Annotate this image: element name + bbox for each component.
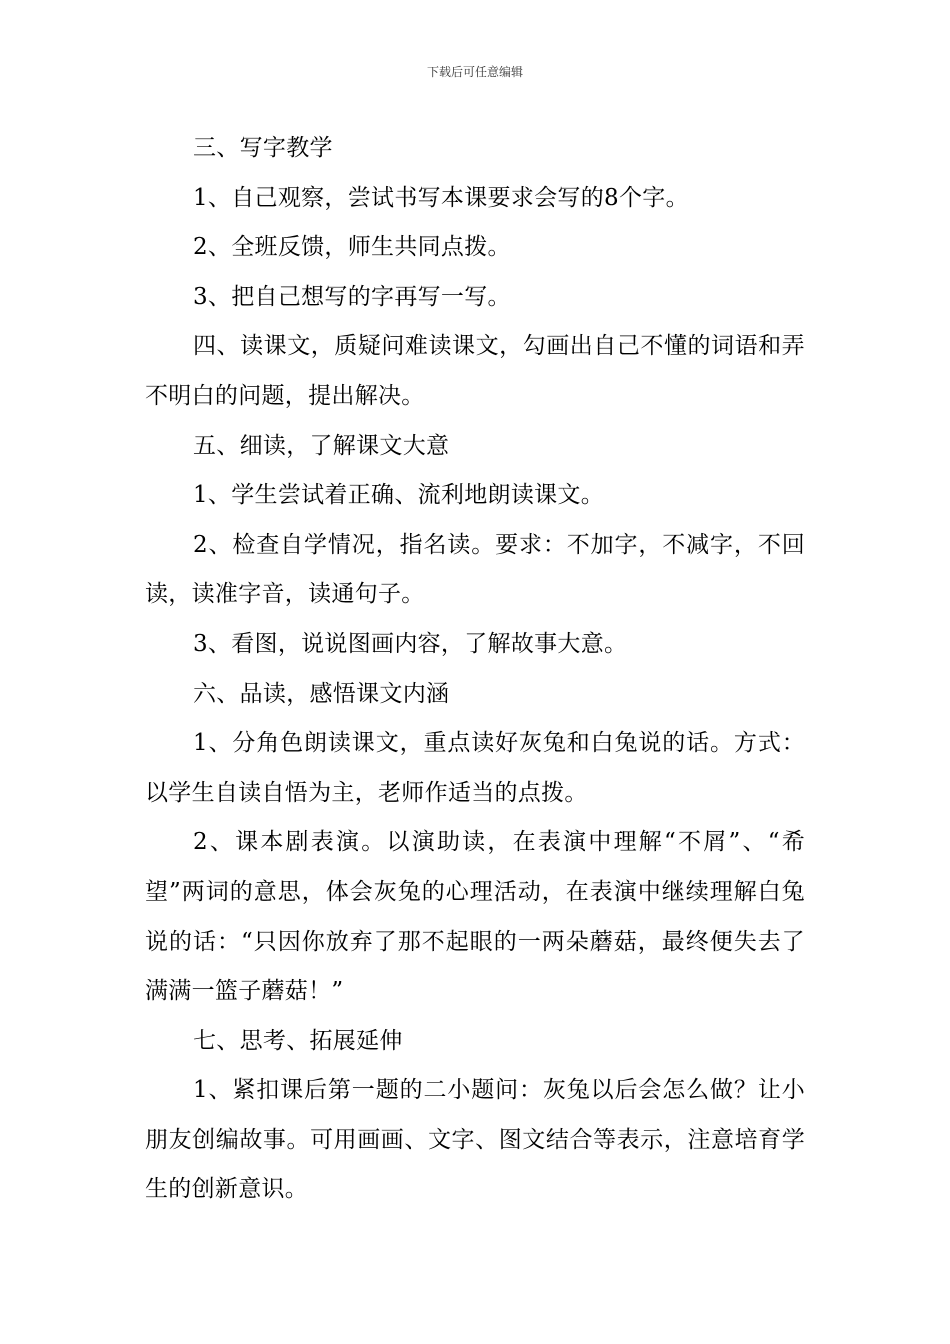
paragraph: 2、检查自学情况，指名读。要求：不加字，不减字，不回读，读准字音，读通句子。	[145, 531, 805, 608]
heading-section-5: 五、细读，了解课文大意	[193, 432, 450, 459]
paragraph: 2、全班反馈，师生共同点拨。	[193, 234, 511, 261]
heading-section-3: 三、写字教学	[193, 135, 333, 161]
heading-section-7: 七、思考、拓展延伸	[193, 1027, 403, 1054]
paragraph: 3、看图，说说图画内容，了解故事大意。	[193, 630, 628, 657]
page-header: 下载后可任意编辑	[426, 65, 523, 79]
paragraph: 1、自己观察，尝试书写本课要求会写的8个字。	[193, 184, 689, 211]
paragraph: 3、把自己想写的字再写一写。	[193, 283, 511, 310]
paragraph: 1、紧扣课后第一题的二小题问：灰兔以后会怎么做？让小朋友创编故事。可用画画、文字、图文结合等表示，注意培育学生的创新意识。	[145, 1077, 805, 1203]
heading-section-4: 四、读课文，质疑问难读课文，勾画出自己不懂的词语和弄不明白的问题，提出解决。	[145, 333, 805, 409]
paragraph: 1、分角色朗读课文，重点读好灰兔和白兔说的话。方式：以学生自读自悟为主，老师作适当的点拨。	[145, 730, 805, 806]
heading-section-6: 六、品读，感悟课文内涵	[193, 680, 450, 707]
paragraph: 2、课本剧表演。以演助读，在表演中理解“不屑”、“希望”两词的意思，体会灰兔的心理活动，在表演中继续理解白兔说的话：“只因你放弃了那不起眼的一两朵蘑菇，最终便失去了满满一篮子蘑菇！”	[145, 829, 805, 1005]
paragraph: 1、学生尝试着正确、流利地朗读课文。	[193, 482, 605, 509]
document-body	[145, 124, 805, 1215]
